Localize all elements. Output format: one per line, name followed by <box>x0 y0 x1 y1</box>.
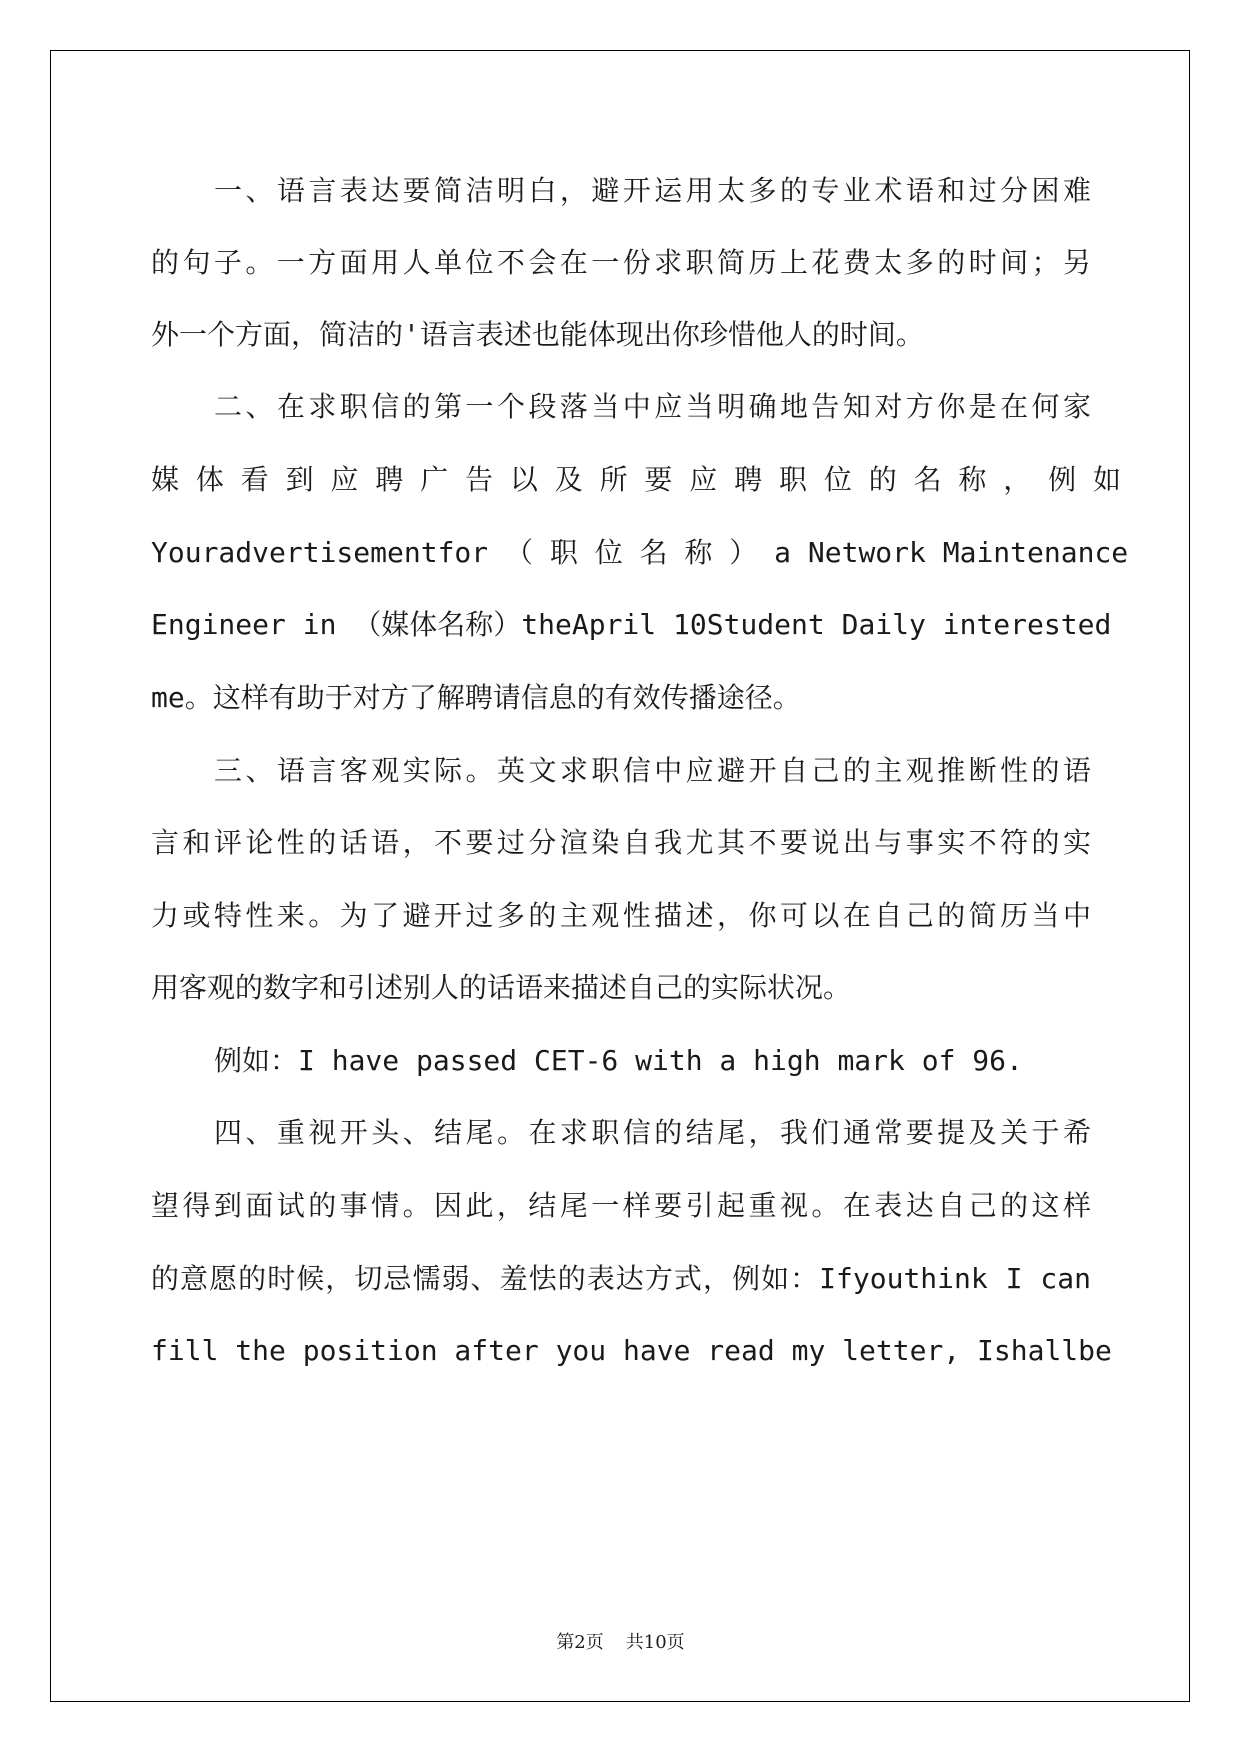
text-line: 四、重视开头、结尾。在求职信的结尾，我们通常要提及关于希 <box>214 1116 1091 1149</box>
text-line: 外一个方面，简洁的'语言表述也能体现出你珍惜他人的时间。 <box>151 318 924 351</box>
text-line: 例如：I have passed CET-6 with a high mark of 96. <box>214 1044 1023 1077</box>
text-line: 媒 体 看 到 应 聘 广 告 以 及 所 要 应 聘 职 位 的 名 称 ， 例 如 <box>151 463 1122 496</box>
text-line: Engineer in （媒体名称）theApril 10Student Daily interested <box>151 608 1112 641</box>
text-line: me。这样有助于对方了解聘请信息的有效传播途径。 <box>151 681 801 714</box>
text-line: 二、在求职信的第一个段落当中应当明确地告知对方你是在何家 <box>214 390 1091 423</box>
text-line: 的意愿的时候，切忌懦弱、羞怯的表达方式，例如：Ifyouthink I can <box>151 1262 1091 1295</box>
page-number: 第2页 <box>556 1632 604 1653</box>
text-line: 用客观的数字和引述别人的话语来描述自己的实际状况。 <box>151 971 852 1004</box>
text-line: 的句子。一方面用人单位不会在一份求职简历上花费太多的时间；另 <box>151 246 1091 279</box>
text-line: fill the position after you have read my letter, Ishallbe <box>151 1334 1112 1367</box>
text-line: 三、语言客观实际。英文求职信中应避开自己的主观推断性的语 <box>214 754 1091 787</box>
page-footer <box>0 1631 1241 1655</box>
text-line: Youradvertisementfor （ 职 位 名 称 ） a Network Maintenance <box>151 536 1129 569</box>
text-line: 力或特性来。为了避开过多的主观性描述，你可以在自己的简历当中 <box>151 899 1091 932</box>
text-line: 言和评论性的话语，不要过分渲染自我尤其不要说出与事实不符的实 <box>151 826 1091 859</box>
text-line: 一、语言表达要简洁明白，避开运用太多的专业术语和过分困难 <box>214 174 1091 207</box>
page-border <box>50 50 1190 1702</box>
text-line: 望得到面试的事情。因此，结尾一样要引起重视。在表达自己的这样 <box>151 1189 1091 1222</box>
page-total: 共10页 <box>625 1632 685 1653</box>
